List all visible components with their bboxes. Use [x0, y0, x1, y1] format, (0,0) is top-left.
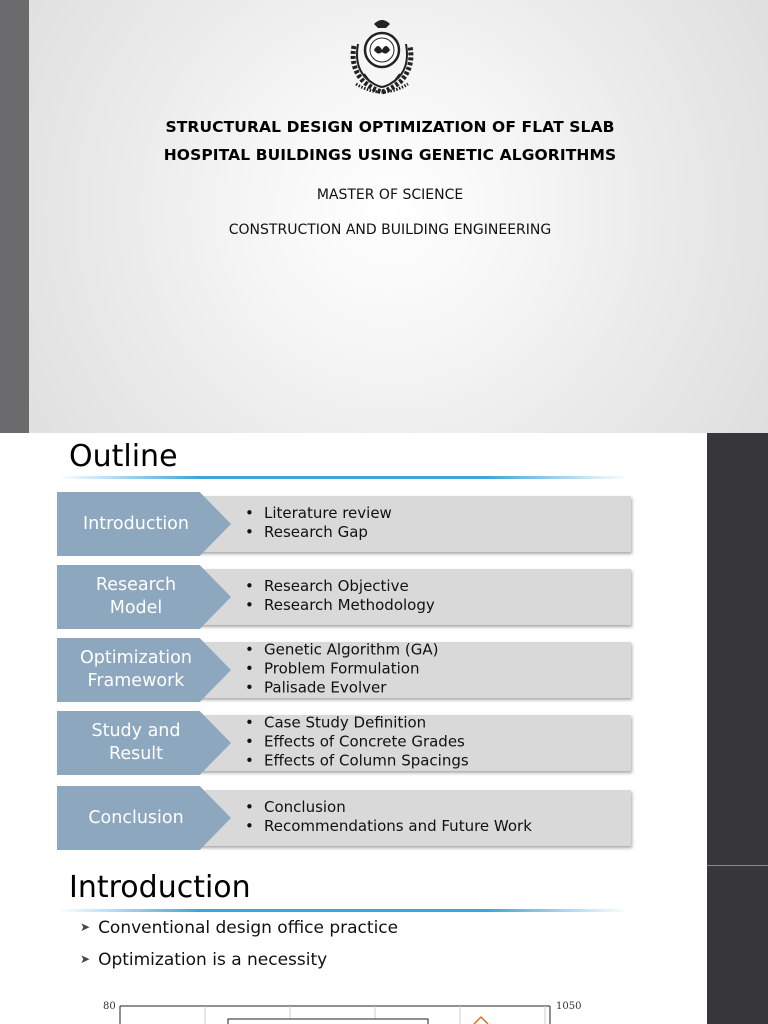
- slide-side-bar: [0, 0, 29, 433]
- intro-bullet-text: Optimization is a necessity: [98, 950, 328, 970]
- outline-row-research-model: [57, 565, 633, 627]
- outline-bullet-list: [245, 641, 438, 698]
- degree-text: MASTER OF SCIENCE: [316, 187, 464, 203]
- legend-box: [228, 1019, 428, 1024]
- outline-tag-label: Introduction: [83, 513, 189, 534]
- outline-row-optimization-framework: [57, 638, 633, 700]
- department-text: CONSTRUCTION AND BUILDING ENGINEERING: [228, 222, 552, 238]
- intro-bullet-2: [80, 950, 327, 970]
- outline-bullet-list: [245, 577, 435, 615]
- title-underline: [58, 476, 628, 479]
- intro-bullet-1: [80, 918, 398, 938]
- thesis-title-line-1: STRUCTURAL DESIGN OPTIMIZATION OF FLAT SLAB: [165, 118, 615, 136]
- thesis-title-line-2: HOSPITAL BUILDINGS USING GENETIC ALGORITHMS: [163, 146, 617, 164]
- outline-slide: [0, 433, 768, 866]
- list-item: • Literature review: [245, 504, 392, 523]
- y-left-tick-label: 80: [103, 1001, 116, 1012]
- list-item: • Genetic Algorithm (GA): [245, 641, 438, 660]
- outline-row-introduction: [57, 492, 633, 554]
- outline-tag-label: Conclusion: [88, 807, 184, 828]
- title-underline: [58, 909, 628, 912]
- outline-bullet-list: [245, 714, 469, 771]
- outline-bullet-list: [245, 504, 392, 542]
- list-item: • Palisade Evolver: [245, 679, 438, 698]
- outline-tag-label: Optimization Framework: [80, 648, 192, 691]
- outline-title: Outline: [69, 439, 178, 474]
- series-marker: [474, 1017, 488, 1024]
- list-item: • Case Study Definition: [245, 714, 469, 733]
- list-item: • Research Objective: [245, 577, 435, 596]
- list-item: • Research Methodology: [245, 596, 435, 615]
- outline-tag-label: Research Model: [95, 575, 177, 618]
- introduction-title: Introduction: [69, 870, 251, 905]
- y-right-tick-label: 1050: [556, 1001, 582, 1012]
- title-slide: [0, 0, 768, 433]
- list-item: • Conclusion: [245, 798, 532, 817]
- university-seal-icon: [344, 16, 420, 98]
- intro-bullet-text: Conventional design office practice: [98, 918, 399, 938]
- outline-row-study-and-result: [57, 711, 633, 773]
- outline-bullet-list: [245, 798, 532, 836]
- slide-separator: [707, 865, 768, 866]
- list-item: • Problem Formulation: [245, 660, 438, 679]
- list-item: • Research Gap: [245, 523, 392, 542]
- arrow-bullet-icon: ➤: [80, 920, 91, 934]
- list-item: • Effects of Concrete Grades: [245, 733, 469, 752]
- outline-row-conclusion: [57, 786, 633, 848]
- list-item: • Recommendations and Future Work: [245, 817, 532, 836]
- intro-chart: [90, 996, 590, 1024]
- slide-side-bar-right: [707, 433, 768, 1024]
- outline-tag-label: Study and Result: [91, 721, 181, 764]
- arrow-bullet-icon: ➤: [80, 952, 91, 966]
- list-item: • Effects of Column Spacings: [245, 752, 469, 771]
